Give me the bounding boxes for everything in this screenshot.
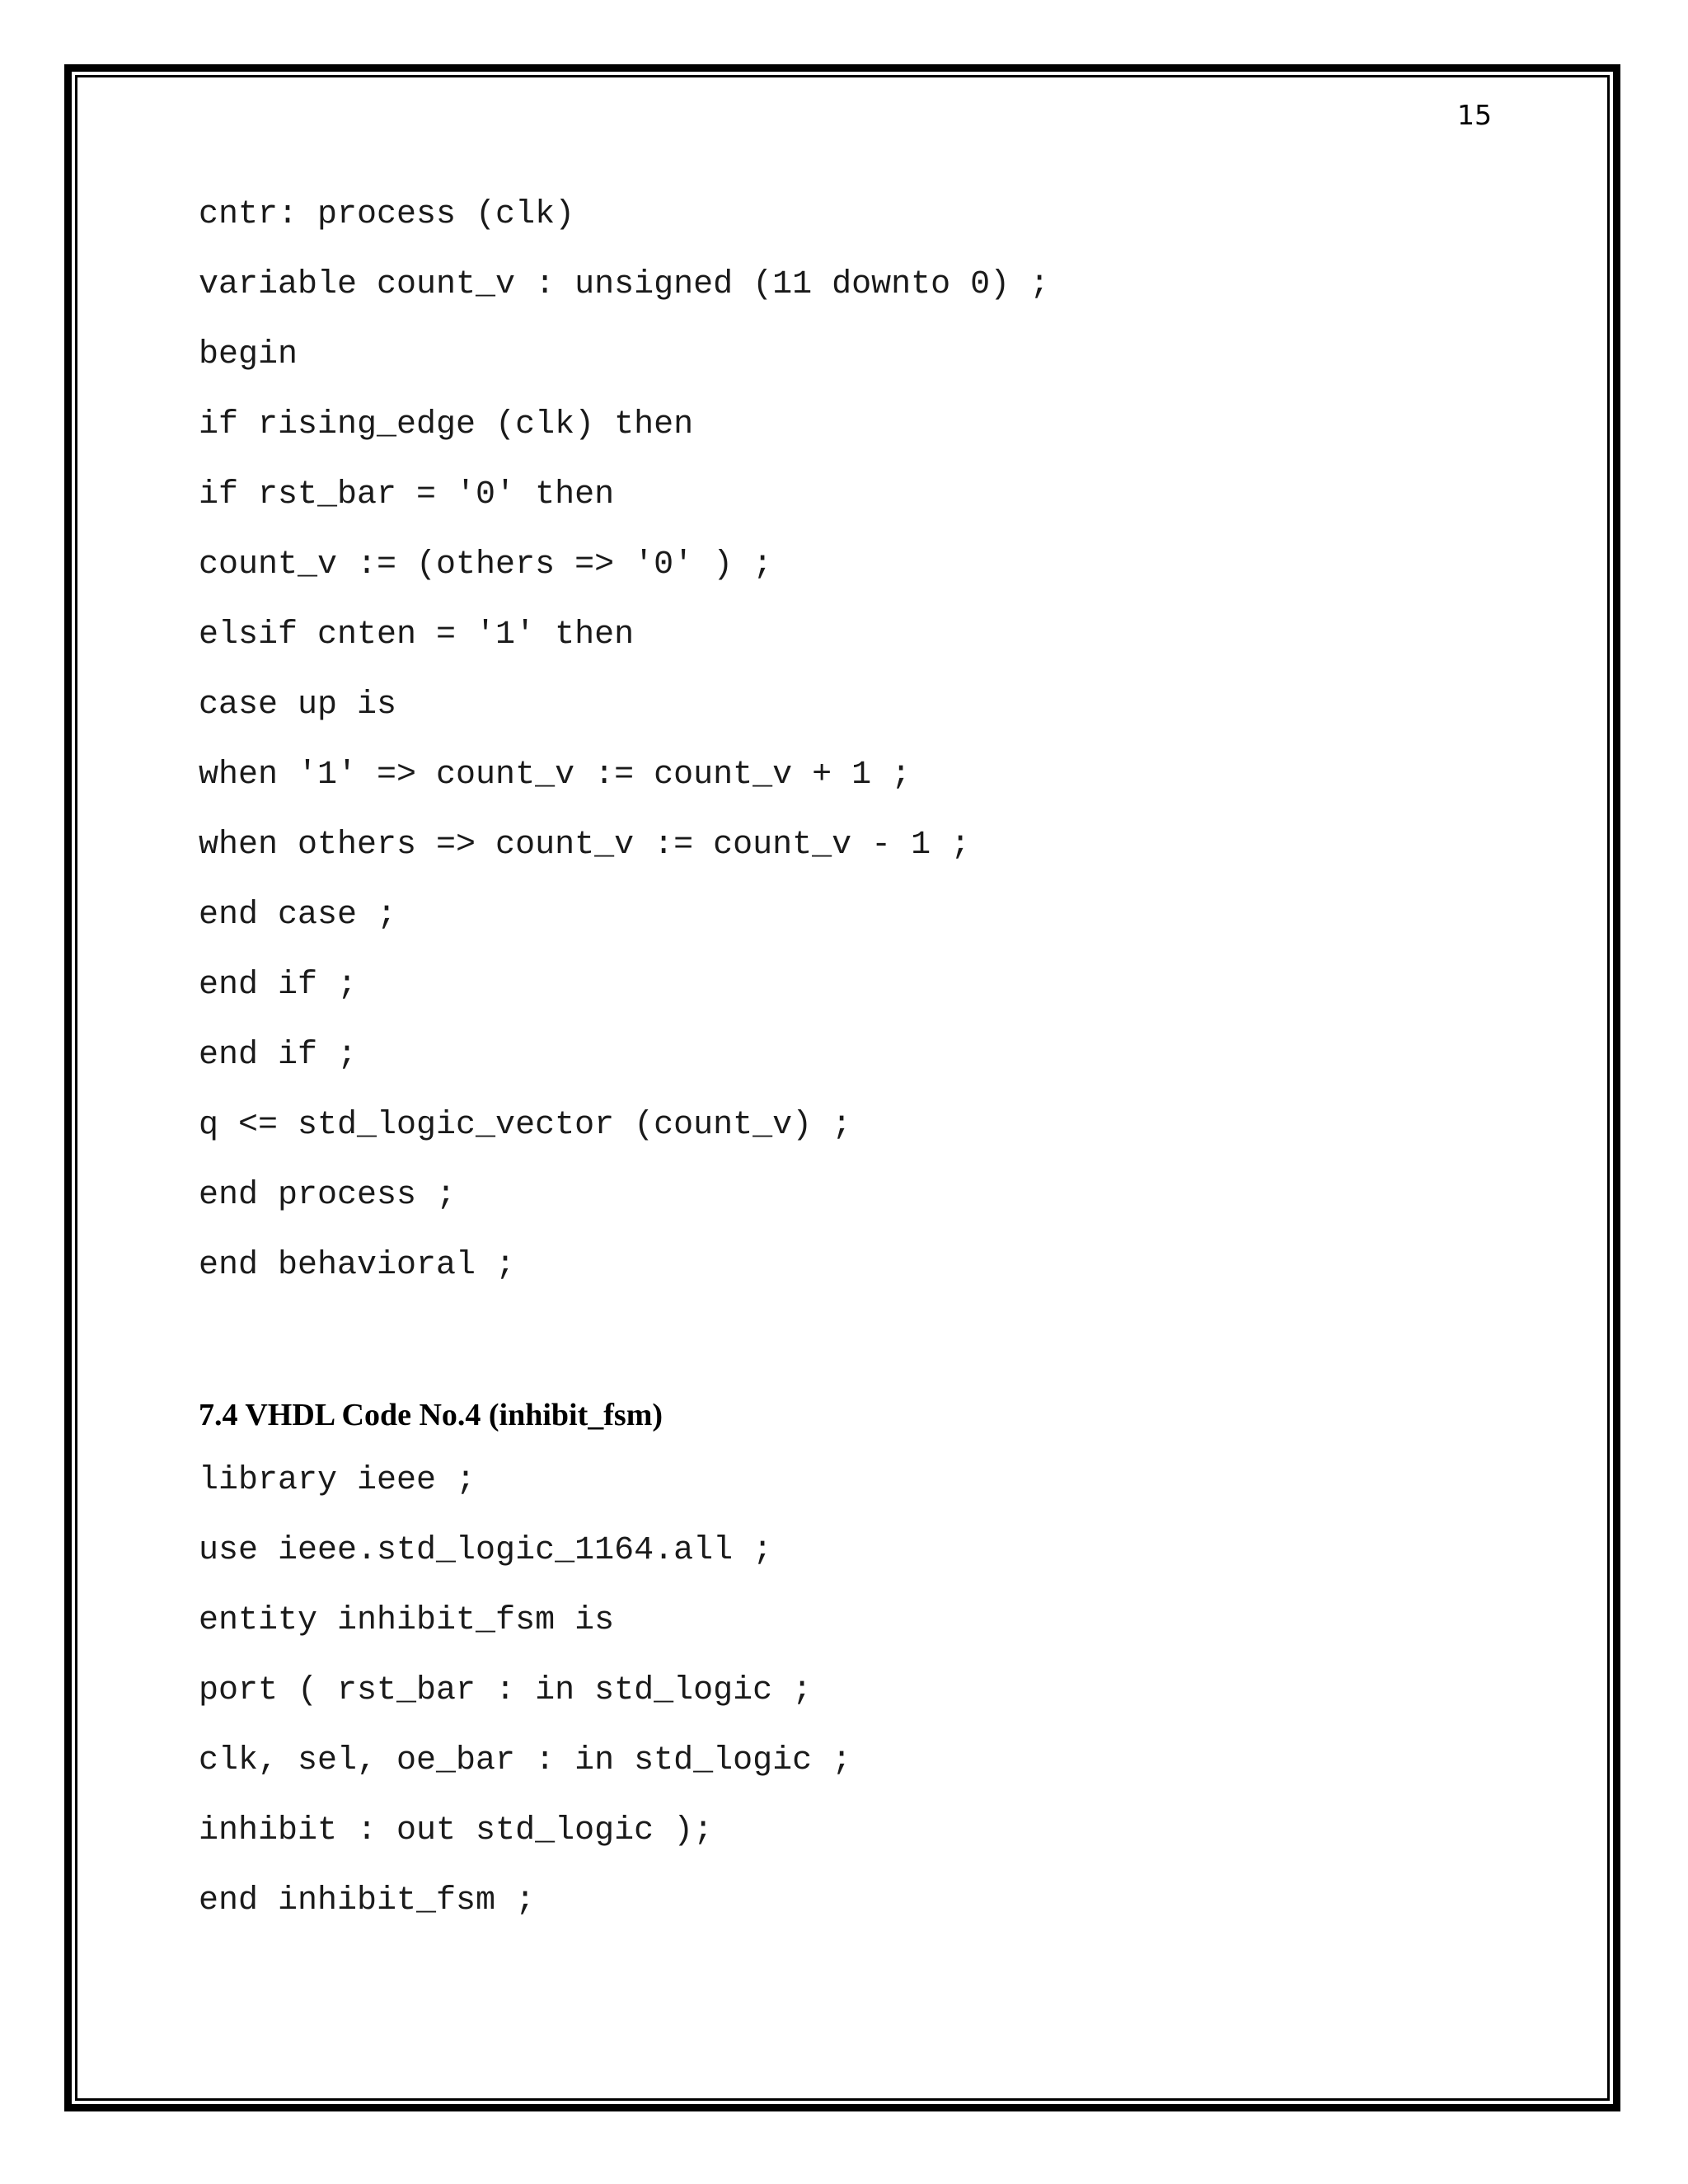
- code-line: when others => count_v := count_v - 1 ;: [199, 827, 971, 864]
- code-line: end behavioral ;: [199, 1247, 516, 1284]
- code-line: begin: [199, 336, 298, 373]
- code-line: port ( rst_bar : in std_logic ;: [199, 1672, 813, 1709]
- code-line: case up is: [199, 687, 397, 724]
- code-line: if rising_edge (clk) then: [199, 406, 694, 443]
- code-line: variable count_v : unsigned (11 downto 0) ;: [199, 266, 1050, 303]
- code-line: library ieee ;: [199, 1462, 476, 1499]
- code-line: count_v := (others => '0' ) ;: [199, 546, 773, 583]
- section-heading: 7.4 VHDL Code No.4 (inhibit_fsm): [199, 1398, 663, 1432]
- code-line: inhibit : out std_logic );: [199, 1812, 714, 1849]
- page-number: 15: [1457, 99, 1492, 131]
- code-line: end case ;: [199, 897, 397, 934]
- code-line: q <= std_logic_vector (count_v) ;: [199, 1107, 852, 1144]
- code-line: when '1' => count_v := count_v + 1 ;: [199, 757, 912, 794]
- page-border-inner: [75, 75, 1610, 2101]
- code-line: clk, sel, oe_bar : in std_logic ;: [199, 1742, 852, 1779]
- code-line: elsif cnten = '1' then: [199, 616, 635, 654]
- code-line: end if ;: [199, 967, 358, 1004]
- code-line: entity inhibit_fsm is: [199, 1602, 615, 1639]
- code-line: end if ;: [199, 1037, 358, 1074]
- code-line: cntr: process (clk): [199, 196, 575, 233]
- code-line: end process ;: [199, 1177, 457, 1214]
- code-line: end inhibit_fsm ;: [199, 1882, 536, 1919]
- code-line: use ieee.std_logic_1164.all ;: [199, 1532, 773, 1569]
- code-line: if rst_bar = '0' then: [199, 476, 615, 513]
